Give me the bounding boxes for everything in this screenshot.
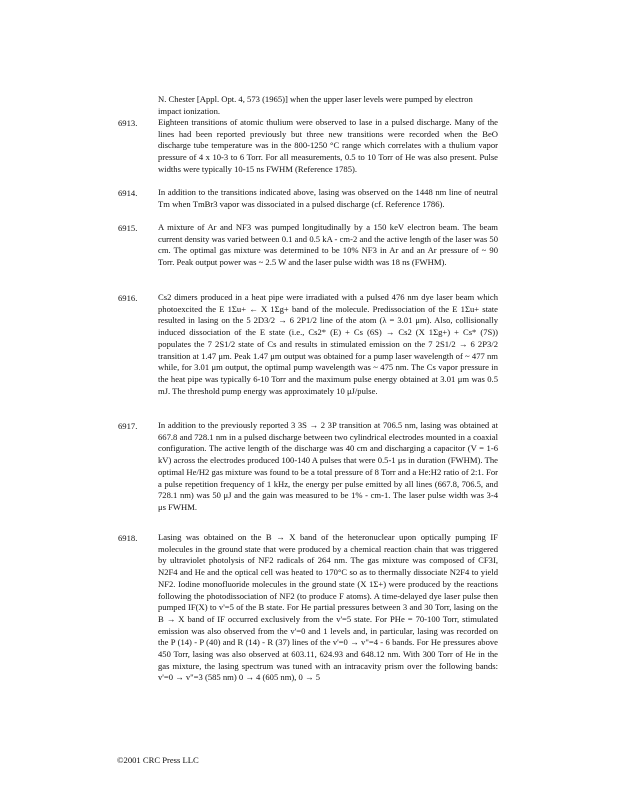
entry-number: 6916. — [118, 293, 138, 303]
entry-text: In addition to the previously reported 3 3S → 2 3P transition at 706.5 nm, lasing was obtained at 667.8 and 728.1 nm in a pulsed discharge between two cylindrical electrodes mounted in a coaxial configuration. The active length of the discharge was 40 cm and discharging a capacitor (V = 1-6 kV) across the electrodes produced 100-140 A pulses that were 0.5-1 μs in duration (FWHM). The optimal He/H2 gas mixture was found to be a total pressure of 8 Torr and a He:H2 ratio of 2:1. For a pulse repetition frequency of 1 kHz, the energy per pulse emitted by all lines (667.8, 706.5, and 728.1 nm) was 50 μJ and the gain was measured to be 1% - cm-1. The laser pulse width was 3-4 μs FWHM. — [158, 420, 498, 512]
entry-text: In addition to the transitions indicated above, lasing was observed on the 1448 nm line of neutral Tm when TmBr3 vapor was dissociated in a pulsed discharge (cf. Reference 1786). — [158, 187, 498, 209]
entry-text: Lasing was obtained on the B → X band of the heteronuclear upon optically pumping IF molecules in the ground state that were produced by a chemical reaction chain that was triggered by ultraviolet photolysis of NF2 radicals of 264 nm. The gas mixture was composed of CF3I, N2F4 and He and the optical cell was heated to 170°C so as to thermally dissociate N2F4 to yield NF2. Iodine monofluoride molecules in the ground state (X 1Σ+) were produced by the reactions following the photodissociation of NF2 (to produce F atoms). A time-delayed dye laser pulse then pumped IF(X) to v'=5 of the B state. For He partial pressures between 3 and 30 Torr, lasing on the B → X band of IF occurred exclusively from the v'=5 state. For PHe = 70-100 Torr, stimulated emission was also observed from the v'=0 and 1 levels and, in particular, lasing was recorded on the P (14) - P (40) and R (14) - R (37) lines of the v'=0 → v"=4 - 6 bands. For He pressures above 450 Torr, lasing was also observed at 603.11, 624.93 and 648.12 nm. With 300 Torr of He in the gas mixture, the lasing spectrum was tuned with an intracavity prism over the following bands: v'=0 → v"=3 (585 nm) 0 → 4 (605 nm), 0 → 5 — [158, 532, 498, 683]
entry-number: 6917. — [118, 421, 138, 431]
entry-text: Eighteen transitions of atomic thulium were observed to lase in a pulsed discharge. Many of the lines had been reported previously but three new transitions were recorded when the BeO discharge tube temperature was in the 800-1250 °C range which correlates with a thulium vapor pressure of 4 x 10-3 to 6 Torr. For all measurements, 0.5 to 10 Torr of He was also present. Pulse widths were typically 10-15 ns FWHM (Reference 1785). — [158, 117, 498, 174]
entry-number: 6913. — [118, 118, 138, 128]
entry-text: Cs2 dimers produced in a heat pipe were irradiated with a pulsed 476 nm dye laser beam which photoexcited the E 1Σu+ ← X 1Σg+ band of the molecule. Predissociation of the E 1Σu+ state resulted in lasing on the 5 2D3/2 → 6 2P1/2 line of the atom (λ = 3.01 μm). Also, collisionally induced dissociation of the E state (i.e., Cs2* (E) + Cs (6S) → Cs2 (X 1Σg+) + Cs* (7S)) populates the 7 2S1/2 state of Cs and results in stimulated emission on the 7 2S1/2 → 6 2P3/2 transition at 1.47 μm. Peak 1.47 μm output was obtained for a pump laser wavelength of ~ 477 nm while, for 3.01 μm output, the optimal pump wavelength was ~ 475 nm. The Cs vapor pressure in the heat pipe was typically 6-10 Torr and the maximum pulse energy obtained at 3.01 μm was 0.5 mJ. The threshold pump energy was approximately 10 μJ/pulse. — [158, 292, 498, 396]
entry-text: A mixture of Ar and NF3 was pumped longitudinally by a 150 keV electron beam. The beam current density was varied between 0.1 and 0.5 kA - cm-2 and the active length of the laser was 50 cm. The optimal gas mixture was determined to be 10% NF3 in Ar and an Ar pressure of ~ 90 Torr. Peak output power was ~ 2.5 W and the laser pulse width was 18 ns (FWHM). — [158, 222, 498, 268]
entry-number: 6914. — [118, 188, 138, 198]
copyright-footer: ©2001 CRC Press LLC — [117, 755, 199, 765]
intro-paragraph: N. Chester [Appl. Opt. 4, 573 (1965)] when the upper laser levels were pumped by electron impact ionization. — [158, 94, 473, 116]
entry-number: 6915. — [118, 223, 138, 233]
entry-number: 6918. — [118, 533, 138, 543]
